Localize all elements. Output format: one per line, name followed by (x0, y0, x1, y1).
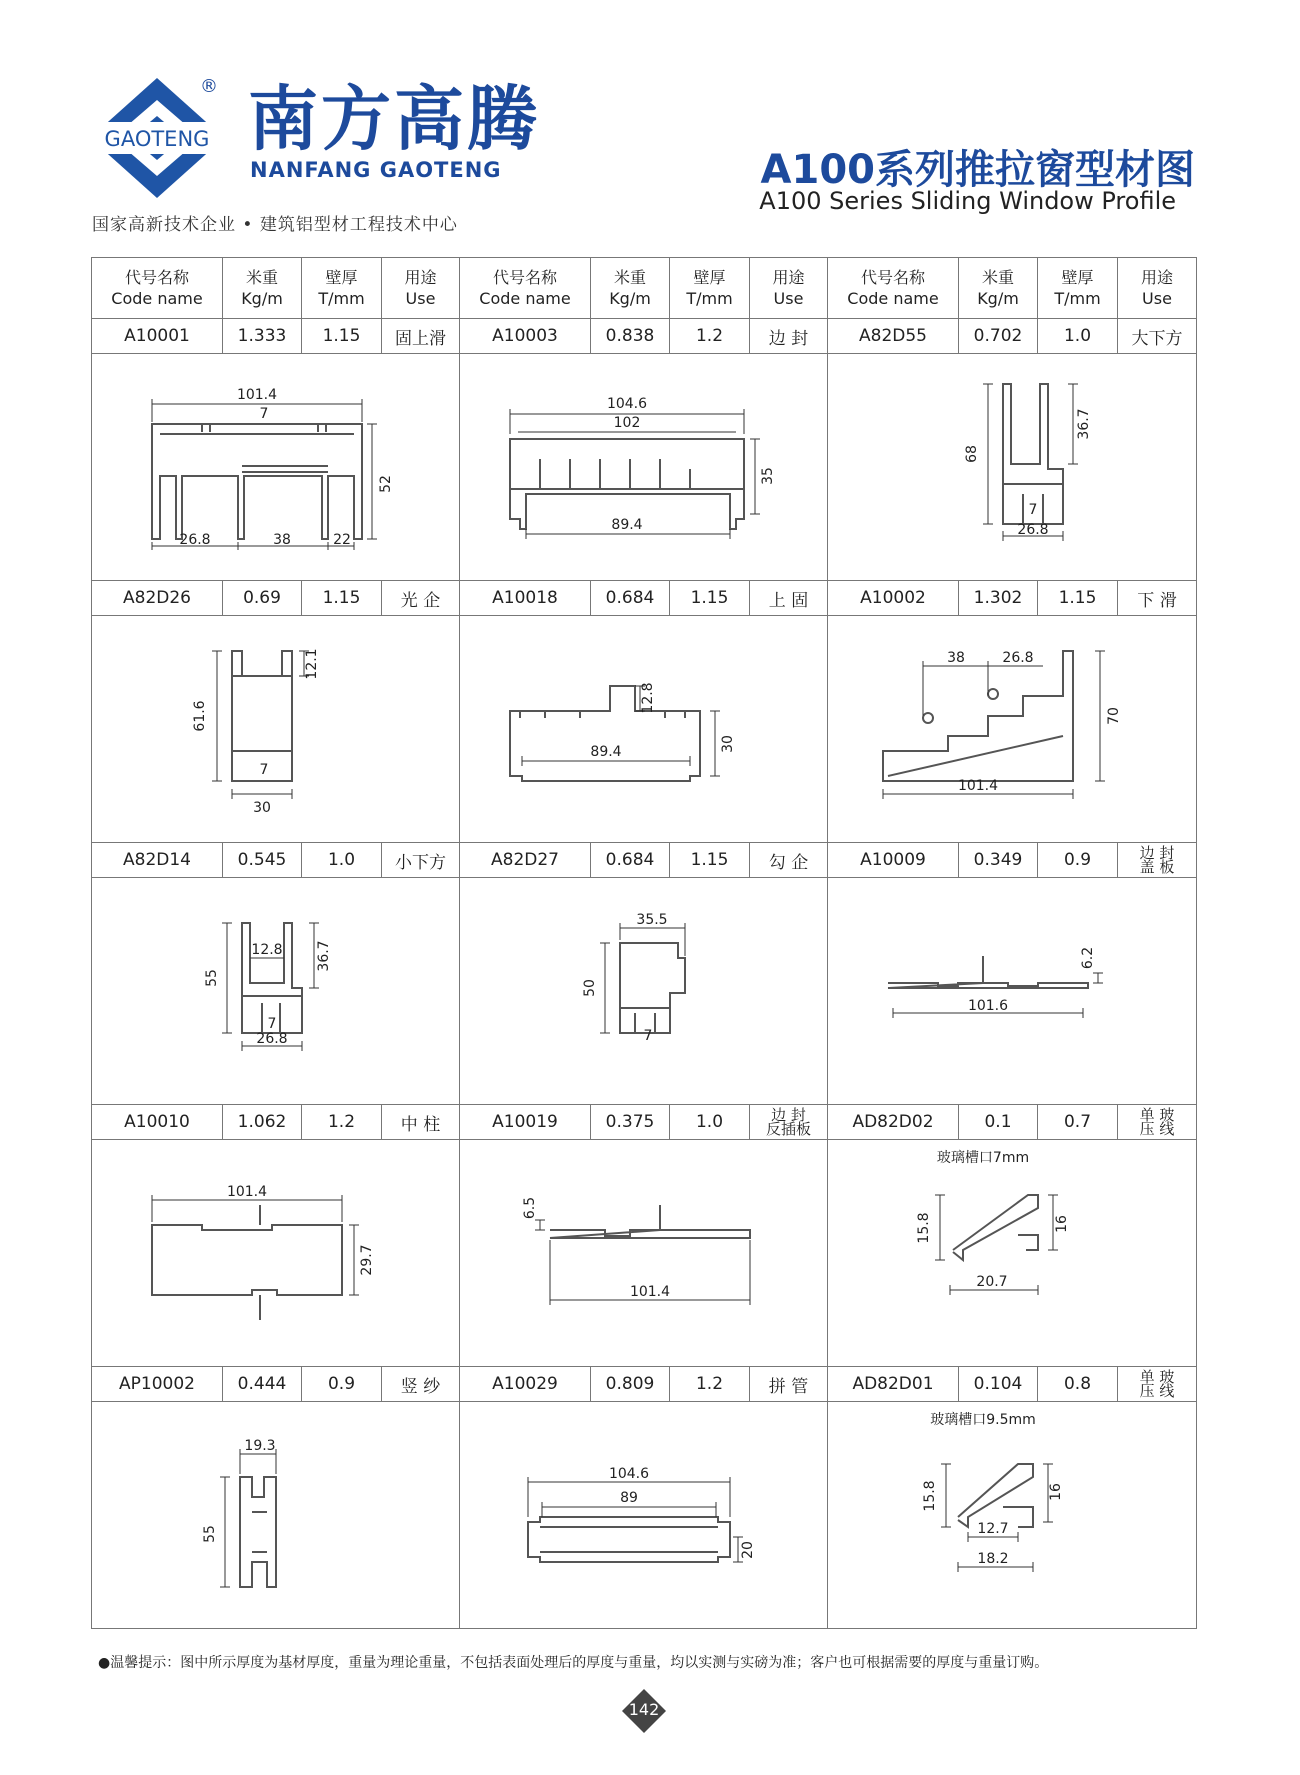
profile-code: A10001 (92, 319, 223, 354)
svg-text:101.4: 101.4 (226, 1184, 268, 1200)
profile-weight: 0.809 (591, 1367, 670, 1402)
profile-drawing-row (92, 878, 1197, 1105)
profile-drawing-row (92, 354, 1197, 581)
svg-text:70: 70 (1106, 707, 1122, 725)
svg-text:38: 38 (273, 532, 291, 548)
profile-weight: 1.302 (959, 581, 1038, 616)
svg-text:7: 7 (643, 1028, 653, 1044)
profile-drawing-a10009 (828, 878, 1197, 1105)
svg-text:20: 20 (740, 1541, 756, 1559)
profile-thickness: 1.15 (670, 843, 750, 878)
profile-info-row (92, 581, 1197, 616)
svg-text:89: 89 (620, 1490, 638, 1506)
svg-text:35: 35 (760, 467, 776, 485)
profile-code: A10010 (92, 1105, 223, 1140)
page-title-cn: A100系列推拉窗型材图 (760, 147, 1195, 193)
profile-drawing-ad82d01 (828, 1402, 1197, 1629)
profile-use: 边 封 (750, 319, 828, 354)
profile-code: A10019 (460, 1105, 591, 1140)
profile-use: 单 玻 压 线 (1118, 1105, 1197, 1140)
svg-text:55: 55 (202, 1525, 218, 1543)
profile-drawing-a10003 (460, 354, 828, 581)
profile-drawing-a10001 (92, 354, 460, 581)
profile-use: 单 玻 压 线 (1118, 1367, 1197, 1402)
svg-text:26.8: 26.8 (1017, 522, 1049, 538)
svg-text:15.8: 15.8 (916, 1212, 932, 1244)
svg-text:26.8: 26.8 (1002, 650, 1034, 666)
profile-use: 上 固 (750, 581, 828, 616)
svg-text:16: 16 (1048, 1483, 1064, 1501)
svg-text:26.8: 26.8 (256, 1031, 288, 1047)
profile-use: 边 封 盖 板 (1118, 843, 1197, 878)
profile-weight: 0.684 (591, 581, 670, 616)
svg-text:30: 30 (253, 800, 271, 816)
svg-text:7: 7 (259, 406, 269, 422)
profile-thickness: 1.2 (302, 1105, 382, 1140)
svg-text:38: 38 (947, 650, 965, 666)
profile-drawing-a82d26 (92, 616, 460, 843)
svg-text:68: 68 (964, 445, 980, 463)
col-weight: 米重 Kg/m (591, 258, 670, 319)
profile-code: AP10002 (92, 1367, 223, 1402)
profile-drawing-a82d14 (92, 878, 460, 1105)
svg-text:89.4: 89.4 (611, 517, 643, 533)
profile-code: A82D26 (92, 581, 223, 616)
svg-text:102: 102 (613, 415, 641, 431)
svg-text:29.7: 29.7 (359, 1244, 375, 1276)
profile-weight: 0.1 (959, 1105, 1038, 1140)
col-use: 用途 Use (1118, 258, 1197, 319)
profile-thickness: 1.0 (1038, 319, 1118, 354)
svg-text:89.4: 89.4 (590, 744, 622, 760)
svg-text:35.5: 35.5 (636, 912, 668, 928)
profile-weight: 0.684 (591, 843, 670, 878)
svg-text:36.7: 36.7 (1076, 408, 1092, 440)
profile-code: A10029 (460, 1367, 591, 1402)
svg-text:7: 7 (1028, 502, 1038, 518)
profile-thickness: 1.0 (670, 1105, 750, 1140)
svg-text:19.3: 19.3 (244, 1438, 276, 1454)
brand-name-en: NANFANG GAOTENG (250, 158, 502, 182)
profile-thickness: 1.2 (670, 1367, 750, 1402)
profile-thickness: 1.15 (302, 319, 382, 354)
svg-text:7: 7 (259, 762, 269, 778)
profile-thickness: 0.8 (1038, 1367, 1118, 1402)
profile-thickness: 0.9 (302, 1367, 382, 1402)
profile-drawing-row (92, 1402, 1197, 1629)
svg-text:12.1: 12.1 (304, 648, 320, 680)
svg-text:36.7: 36.7 (316, 940, 332, 972)
profile-drawing-a82d55 (828, 354, 1197, 581)
profile-thickness: 1.15 (670, 581, 750, 616)
profile-thickness: 1.15 (302, 581, 382, 616)
svg-text:GAOTENG: GAOTENG (104, 127, 210, 151)
profile-code: A82D55 (828, 319, 959, 354)
profile-thickness: 1.15 (1038, 581, 1118, 616)
profile-drawing-row (92, 1140, 1197, 1367)
profile-use: 边 封 反插板 (750, 1105, 828, 1140)
profile-drawing-a10010 (92, 1140, 460, 1367)
col-code: 代号名称 Code name (828, 258, 959, 319)
profile-weight: 0.702 (959, 319, 1038, 354)
profile-weight: 1.062 (223, 1105, 302, 1140)
profile-drawing-row (92, 616, 1197, 843)
profile-drawing-a10029 (460, 1402, 828, 1629)
page-title-en: A100 Series Sliding Window Profile (759, 187, 1176, 215)
profile-use: 小下方 (382, 843, 460, 878)
profile-code: A10003 (460, 319, 591, 354)
profile-code: AD82D01 (828, 1367, 959, 1402)
profile-info-row (92, 1367, 1197, 1402)
col-code: 代号名称 Code name (460, 258, 591, 319)
profile-weight: 0.838 (591, 319, 670, 354)
svg-text:101.4: 101.4 (629, 1284, 671, 1300)
svg-text:玻璃槽口9.5mm: 玻璃槽口9.5mm (930, 1412, 1036, 1428)
profile-weight: 0.444 (223, 1367, 302, 1402)
svg-text:26.8: 26.8 (179, 532, 211, 548)
svg-text:20.7: 20.7 (976, 1274, 1008, 1290)
svg-text:104.6: 104.6 (608, 1466, 650, 1482)
svg-text:101.6: 101.6 (967, 998, 1009, 1014)
table-header (92, 258, 1197, 319)
profile-drawing-a82d27 (460, 878, 828, 1105)
profile-use: 光 企 (382, 581, 460, 616)
profile-use: 固上滑 (382, 319, 460, 354)
svg-text:101.4: 101.4 (236, 387, 278, 403)
col-code: 代号名称 Code name (92, 258, 223, 319)
svg-text:22: 22 (333, 532, 351, 548)
col-thickness: 壁厚 T/mm (302, 258, 382, 319)
profile-code: A10018 (460, 581, 591, 616)
profile-drawing-a10002 (828, 616, 1197, 843)
profile-info-row (92, 319, 1197, 354)
profile-table (91, 257, 1197, 1629)
profile-code: A82D27 (460, 843, 591, 878)
profile-drawing-a10019 (460, 1140, 828, 1367)
svg-text:61.6: 61.6 (192, 700, 208, 732)
profile-use: 中 柱 (382, 1105, 460, 1140)
svg-text:104.6: 104.6 (606, 396, 648, 412)
profile-weight: 0.104 (959, 1367, 1038, 1402)
profile-thickness: 1.2 (670, 319, 750, 354)
registered-mark: ® (200, 76, 218, 97)
profile-weight: 0.375 (591, 1105, 670, 1140)
col-use: 用途 Use (382, 258, 460, 319)
col-weight: 米重 Kg/m (959, 258, 1038, 319)
col-weight: 米重 Kg/m (223, 258, 302, 319)
brand-name-cn: 南方高腾 (248, 78, 540, 160)
profile-weight: 1.333 (223, 319, 302, 354)
profile-weight: 0.545 (223, 843, 302, 878)
profile-code: A82D14 (92, 843, 223, 878)
svg-text:玻璃槽口7mm: 玻璃槽口7mm (936, 1150, 1030, 1166)
profile-drawing-ad82d02 (828, 1140, 1197, 1367)
svg-text:52: 52 (378, 475, 394, 493)
svg-text:6.2: 6.2 (1080, 946, 1096, 970)
page-number: 142 (628, 1700, 660, 1719)
footnote: ●温馨提示：图中所示厚度为基材厚度，重量为理论重量，不包括表面处理后的厚度与重量，均以实测与实磅为准；客户也可根据需要的厚度与重量订购。 (98, 1655, 1049, 1671)
svg-text:101.4: 101.4 (957, 778, 999, 794)
profile-thickness: 0.9 (1038, 843, 1118, 878)
profile-weight: 0.69 (223, 581, 302, 616)
svg-text:12.7: 12.7 (977, 1521, 1009, 1537)
profile-use: 大下方 (1118, 319, 1197, 354)
profile-weight: 0.349 (959, 843, 1038, 878)
svg-text:6.5: 6.5 (522, 1196, 538, 1220)
profile-use: 竖 纱 (382, 1367, 460, 1402)
svg-text:12.8: 12.8 (640, 682, 656, 714)
svg-text:30: 30 (720, 735, 736, 753)
svg-text:16: 16 (1054, 1215, 1070, 1233)
profile-info-row (92, 1105, 1197, 1140)
profile-use: 下 滑 (1118, 581, 1197, 616)
profile-code: A10002 (828, 581, 959, 616)
col-thickness: 壁厚 T/mm (670, 258, 750, 319)
col-thickness: 壁厚 T/mm (1038, 258, 1118, 319)
profile-use: 勾 企 (750, 843, 828, 878)
profile-use: 拼 管 (750, 1367, 828, 1402)
svg-text:7: 7 (267, 1016, 277, 1032)
profile-thickness: 0.7 (1038, 1105, 1118, 1140)
svg-text:50: 50 (582, 979, 598, 997)
svg-text:12.8: 12.8 (251, 942, 283, 958)
profile-drawing-ap10002 (92, 1402, 460, 1629)
company-tagline: 国家高新技术企业 • 建筑铝型材工程技术中心 (92, 215, 458, 235)
svg-text:55: 55 (204, 969, 220, 987)
svg-text:15.8: 15.8 (922, 1480, 938, 1512)
profile-info-row (92, 843, 1197, 878)
col-use: 用途 Use (750, 258, 828, 319)
svg-text:18.2: 18.2 (977, 1551, 1009, 1567)
profile-code: A10009 (828, 843, 959, 878)
profile-drawing-a10018 (460, 616, 828, 843)
profile-thickness: 1.0 (302, 843, 382, 878)
profile-code: AD82D02 (828, 1105, 959, 1140)
